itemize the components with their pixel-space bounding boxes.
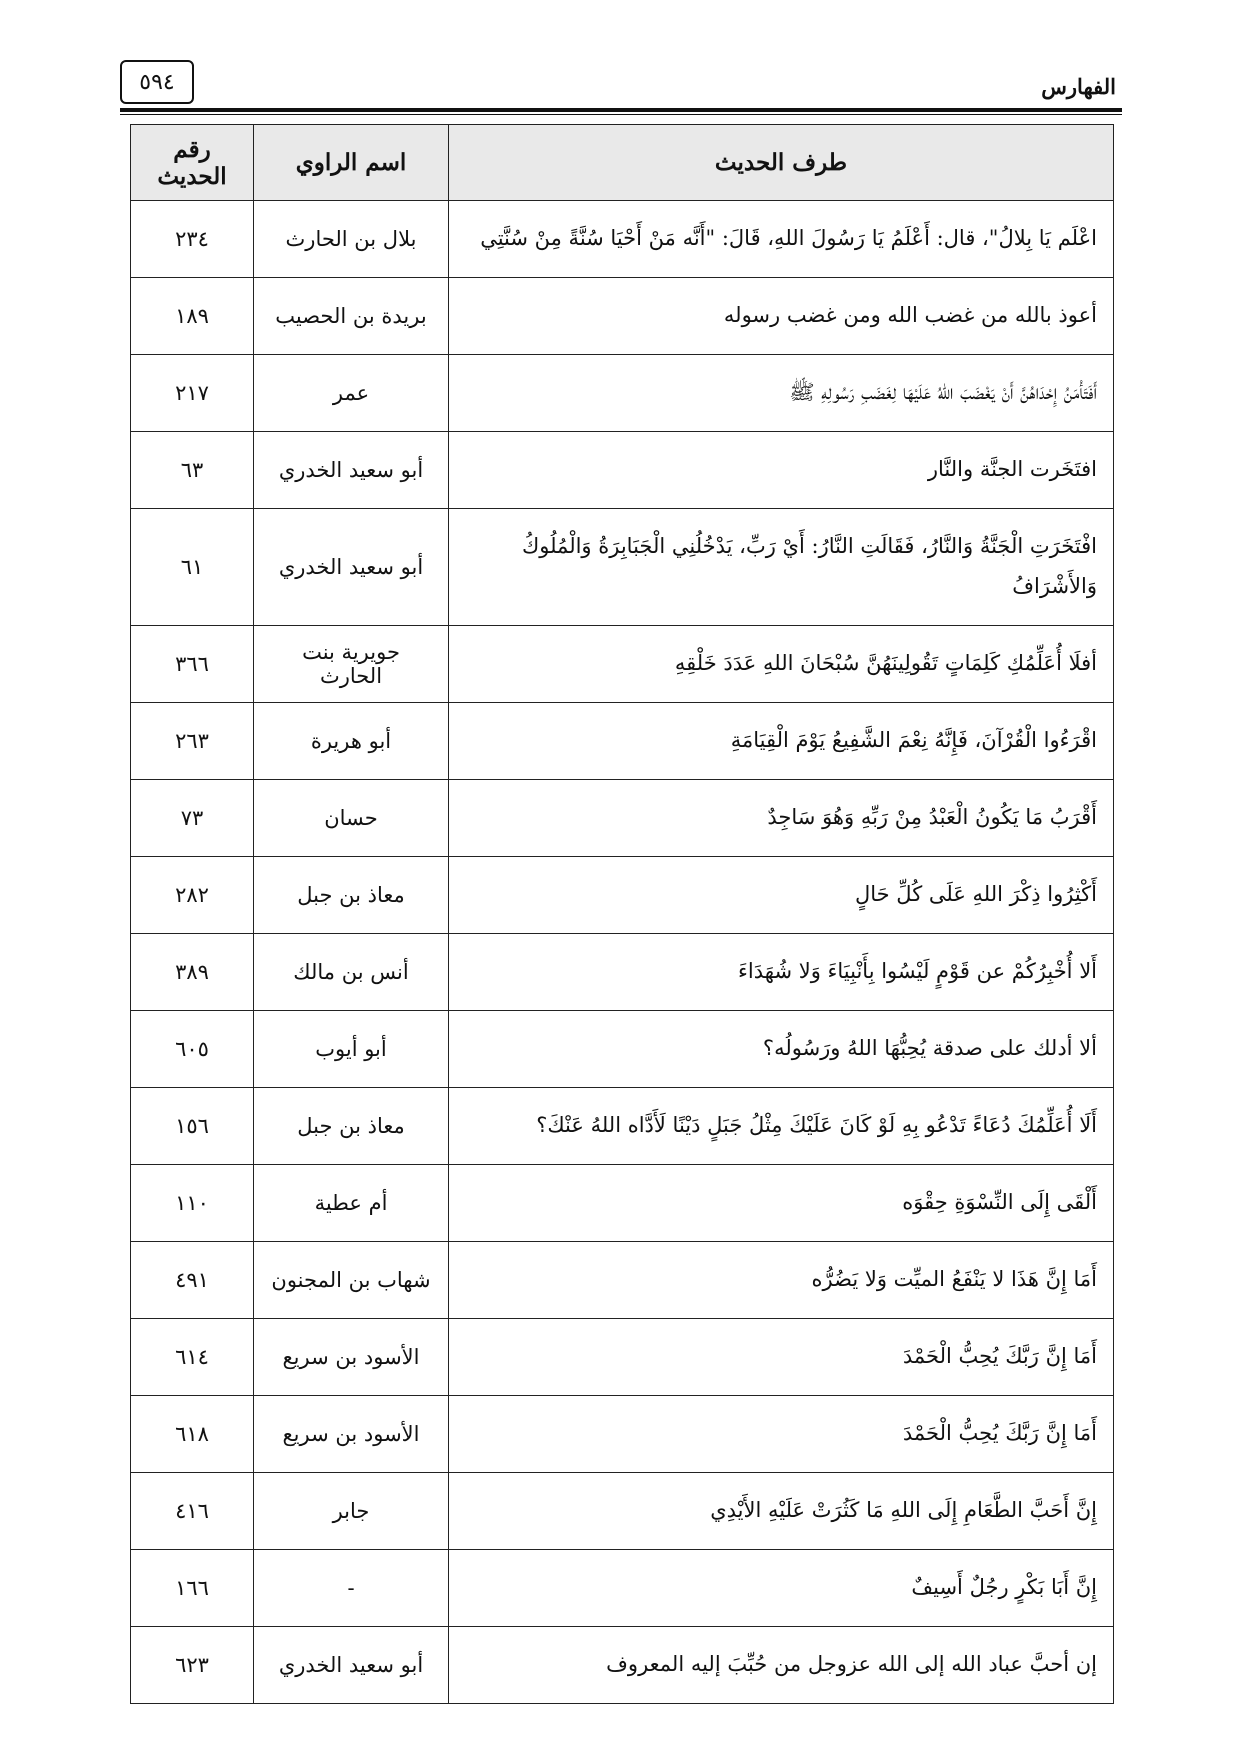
header-rule-thin xyxy=(120,114,1122,115)
narrator-cell: عمر xyxy=(254,355,449,432)
narrator-cell: الأسود بن سريع xyxy=(254,1396,449,1473)
number-cell: ٦١٨ xyxy=(131,1396,254,1473)
narrator-cell: أنس بن مالك xyxy=(254,934,449,1011)
number-cell: ٦١٤ xyxy=(131,1319,254,1396)
table-row xyxy=(131,857,1114,934)
number-cell: ١٦٦ xyxy=(131,1550,254,1627)
hadith-cell: ألا أدلك على صدقة يُحِبُّهَا اللهُ ورَسُولُه؟ xyxy=(449,1011,1114,1088)
header-row xyxy=(131,125,1114,201)
narrator-cell: أبو سعيد الخدري xyxy=(254,509,449,626)
number-cell: ٧٣ xyxy=(131,780,254,857)
table-row xyxy=(131,1627,1114,1704)
narrator-cell: أم عطية xyxy=(254,1165,449,1242)
number-cell: ٢٦٣ xyxy=(131,703,254,780)
section-title: الفهارس xyxy=(1041,74,1116,99)
number-cell: ٢٨٢ xyxy=(131,857,254,934)
hadith-cell: إن أحبَّ عباد الله إلى الله عزوجل من حُبِّبَ إليه المعروف xyxy=(449,1627,1114,1704)
hadith-index-table xyxy=(130,124,1114,1704)
column-header-number: رقم الحديث xyxy=(131,125,254,201)
table-row xyxy=(131,432,1114,509)
hadith-cell: اقْرَءُوا الْقُرْآنَ، فَإِنَّهُ نِعْمَ الشَّفِيعُ يَوْمَ الْقِيَامَةِ xyxy=(449,703,1114,780)
narrator-cell: الأسود بن سريع xyxy=(254,1319,449,1396)
hadith-cell: إِنَّ أَبَا بَكْرٍ رجُلٌ أَسِيفٌ xyxy=(449,1550,1114,1627)
narrator-cell: - xyxy=(254,1550,449,1627)
number-cell: ١١٠ xyxy=(131,1165,254,1242)
hadith-cell: أَمَا إِنَّ رَبَّكَ يُحِبُّ الْحَمْدَ xyxy=(449,1319,1114,1396)
narrator-cell: أبو هريرة xyxy=(254,703,449,780)
table-row xyxy=(131,509,1114,626)
table-row xyxy=(131,1088,1114,1165)
number-cell: ٤٩١ xyxy=(131,1242,254,1319)
narrator-cell: جويرية بنت الحارث xyxy=(254,626,449,703)
hadith-cell: أَلا أُخْبِرُكُمْ عن قَوْمٍ لَيْسُوا بِأَنْبِيَاءَ وَلا شُهَدَاءَ xyxy=(449,934,1114,1011)
table-row xyxy=(131,1396,1114,1473)
table-row xyxy=(131,703,1114,780)
hadith-cell: إِنَّ أَحَبَّ الطَّعَامِ إِلَى اللهِ مَا كَثُرَتْ عَلَيْهِ الأَيْدِي xyxy=(449,1473,1114,1550)
narrator-cell: جابر xyxy=(254,1473,449,1550)
hadith-cell: أَمَا إِنَّ هَذَا لا يَنْفَعُ الميِّت وَلا يَضُرُّه xyxy=(449,1242,1114,1319)
number-cell: ٦١ xyxy=(131,509,254,626)
narrator-cell: معاذ بن جبل xyxy=(254,857,449,934)
number-cell: ٦٠٥ xyxy=(131,1011,254,1088)
table-row xyxy=(131,1242,1114,1319)
hadith-cell: اعْلَم يَا بِلالُ"، قال: أَعْلَمُ يَا رَسُولَ اللهِ، قَالَ: "أَنَّه مَنْ أَحْيَا سُنَّةً مِنْ سُنَّتِي xyxy=(449,201,1114,278)
column-header-narrator: اسم الراوي xyxy=(254,125,449,201)
number-cell: ١٨٩ xyxy=(131,278,254,355)
number-cell: ٣٨٩ xyxy=(131,934,254,1011)
narrator-cell: معاذ بن جبل xyxy=(254,1088,449,1165)
hadith-cell: أعوذ بالله من غضب الله ومن غضب رسوله xyxy=(449,278,1114,355)
hadith-cell: أفلَا أُعَلِّمُكِ كَلِمَاتٍ تَقُولِينَهُنَّ سُبْحَانَ اللهِ عَدَدَ خَلْقِهِ xyxy=(449,626,1114,703)
narrator-cell: أبو سعيد الخدري xyxy=(254,1627,449,1704)
table-row xyxy=(131,201,1114,278)
table-row xyxy=(131,278,1114,355)
column-header-hadith: طرف الحديث xyxy=(449,125,1114,201)
table-row xyxy=(131,1319,1114,1396)
number-cell: ٢١٧ xyxy=(131,355,254,432)
hadith-cell: افتَخَرت الجنَّة والنَّار xyxy=(449,432,1114,509)
narrator-cell: أبو سعيد الخدري xyxy=(254,432,449,509)
narrator-cell: شهاب بن المجنون xyxy=(254,1242,449,1319)
narrator-cell: أبو أيوب xyxy=(254,1011,449,1088)
table-row xyxy=(131,1165,1114,1242)
number-cell: ٦٣ xyxy=(131,432,254,509)
table-row xyxy=(131,1550,1114,1627)
narrator-cell: بلال بن الحارث xyxy=(254,201,449,278)
header-rule-thick xyxy=(120,108,1122,112)
narrator-cell: حسان xyxy=(254,780,449,857)
hadith-cell: أَمَا إِنَّ رَبَّكَ يُحِبُّ الْحَمْدَ xyxy=(449,1396,1114,1473)
number-cell: ٢٣٤ xyxy=(131,201,254,278)
number-cell: ٤١٦ xyxy=(131,1473,254,1550)
hadith-cell: أَكْثِرُوا ذِكْرَ اللهِ عَلَى كُلِّ حَالٍ xyxy=(449,857,1114,934)
table-row xyxy=(131,1011,1114,1088)
hadith-cell: أَلْقَى إِلَى النِّسْوَةِ حِقْوَه xyxy=(449,1165,1114,1242)
number-cell: ٦٢٣ xyxy=(131,1627,254,1704)
table-row xyxy=(131,780,1114,857)
hadith-cell: أَقْرَبُ مَا يَكُونُ الْعَبْدُ مِنْ رَبِّهِ وَهُوَ سَاجِدٌ xyxy=(449,780,1114,857)
narrator-cell: بريدة بن الحصيب xyxy=(254,278,449,355)
table-row xyxy=(131,626,1114,703)
number-cell: ١٥٦ xyxy=(131,1088,254,1165)
page-number: ٥٩٤ xyxy=(120,60,194,104)
hadith-cell: افْتَخَرَتِ الْجَنَّةُ وَالنَّارُ، فَقَالَتِ النَّارُ: أَيْ رَبِّ، يَدْخُلُنِي الْجَبَابِرَةُ وَالْمُلُوكُ وَالأَشْرَافُ xyxy=(449,509,1114,626)
hadith-cell: أَلَا أُعَلِّمُكَ دُعَاءً تَدْعُو بِهِ لَوْ كَانَ عَلَيْكَ مِثْلُ جَبَلٍ دَيْنًا لَأَدَّاه اللهُ عَنْكَ؟ xyxy=(449,1088,1114,1165)
table-row xyxy=(131,355,1114,432)
number-cell: ٣٦٦ xyxy=(131,626,254,703)
table-row xyxy=(131,1473,1114,1550)
table-row xyxy=(131,934,1114,1011)
hadith-cell: أَفَتَأْمَنُ إِحْدَاهُنَّ أَنْ يَغْضَبَ اللهُ عَلَيْهَا لِغَضَبِ رَسُولِهِ ﷺ xyxy=(449,355,1114,432)
